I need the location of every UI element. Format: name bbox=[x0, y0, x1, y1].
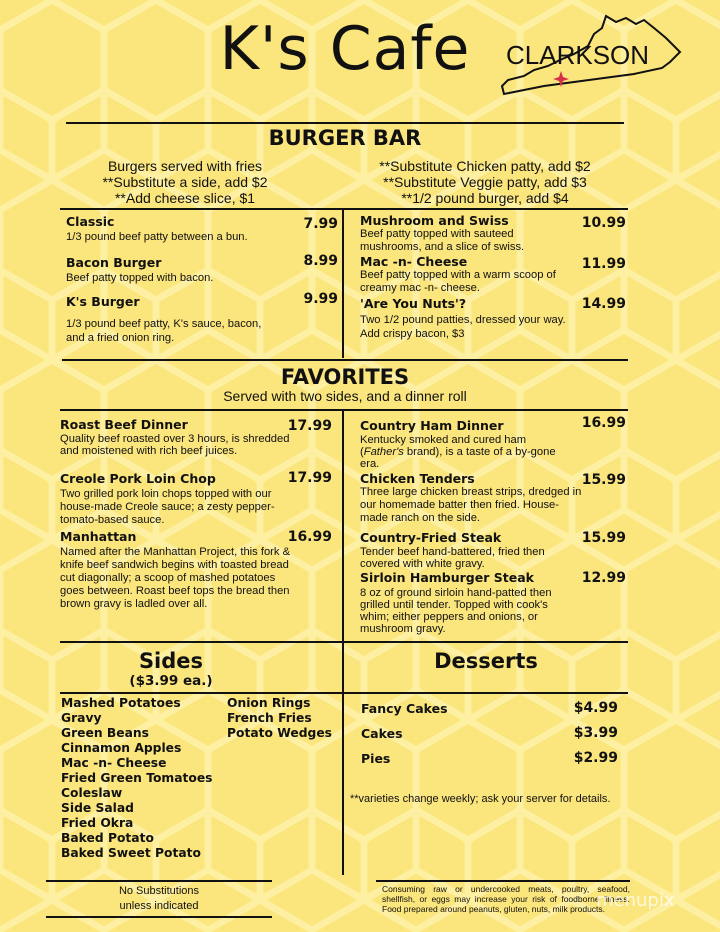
item-price: 17.99 bbox=[287, 418, 332, 434]
item-description bbox=[360, 434, 570, 470]
sides-column-divider bbox=[342, 643, 344, 875]
dessert-name: Cakes bbox=[361, 726, 403, 741]
item-name: Roast Beef Dinner bbox=[60, 417, 188, 432]
menu-item bbox=[360, 418, 570, 470]
menu-item bbox=[60, 529, 300, 611]
burger-note: **Substitute Veggie patty, add $3 bbox=[383, 174, 587, 190]
item-name: Country-Fried Steak bbox=[360, 530, 502, 545]
favorites-heading: FAVORITES bbox=[280, 365, 410, 389]
side-item: French Fries bbox=[227, 711, 312, 725]
food-safety-disclaimer: Consuming raw or undercooked meats, poultry, seafood, shellfish, or eggs may increase your risk of foodborne illness. Food prepared around peanuts, gluten, nuts, milk products. bbox=[382, 884, 630, 914]
burger-note: **Substitute Chicken patty, add $2 bbox=[379, 158, 591, 174]
favorites-column-divider bbox=[342, 411, 344, 641]
menu-item bbox=[360, 530, 575, 570]
item-name: Creole Pork Loin Chop bbox=[60, 471, 216, 486]
item-description: Two grilled pork loin chops topped with our house-made Creole sauce; a zesty pepper-tomato-based sauce. bbox=[60, 488, 275, 526]
side-item: Fried Okra bbox=[61, 816, 134, 830]
item-description: Quality beef roasted over 3 hours, is shredded and moistened with rich beef juices. bbox=[60, 433, 290, 457]
side-item: Potato Wedges bbox=[227, 726, 332, 740]
burger-note: **Substitute a side, add $2 bbox=[102, 174, 268, 190]
side-item: Onion Rings bbox=[227, 696, 311, 710]
side-item: Cinnamon Apples bbox=[61, 741, 182, 755]
side-item: Gravy bbox=[61, 711, 102, 725]
menu-item bbox=[360, 570, 570, 635]
sides-price-note: ($3.99 ea.) bbox=[129, 673, 213, 689]
item-price: 11.99 bbox=[581, 256, 626, 272]
item-price: 15.99 bbox=[581, 530, 626, 546]
burger-note: **1/2 pound burger, add $4 bbox=[401, 190, 569, 206]
burger-bar-top-rule bbox=[66, 122, 624, 124]
item-name: Country Ham Dinner bbox=[360, 418, 504, 433]
item-price: 7.99 bbox=[303, 216, 338, 232]
sides-top-rule bbox=[60, 641, 628, 643]
brand-name: Father's bbox=[363, 446, 404, 458]
item-description: 1/3 pound beef patty, K's sauce, bacon, and a fried onion ring. bbox=[66, 318, 262, 344]
location-label: CLARKSON bbox=[506, 40, 650, 70]
item-name: Manhattan bbox=[60, 529, 137, 544]
side-item: Coleslaw bbox=[61, 786, 123, 800]
burger-note: Burgers served with fries bbox=[107, 158, 263, 174]
dessert-name: Fancy Cakes bbox=[361, 701, 448, 716]
item-name: Mac -n- Cheese bbox=[360, 254, 468, 269]
favorites-top-rule bbox=[62, 359, 628, 361]
burger-items-rule bbox=[60, 208, 628, 210]
item-name: Sirloin Hamburger Steak bbox=[360, 570, 534, 585]
dessert-name: Pies bbox=[361, 751, 391, 766]
footer-left-bottom-rule bbox=[46, 916, 272, 918]
item-description: 1/3 pound beef patty between a bun. bbox=[66, 231, 248, 243]
sides-heading: Sides bbox=[138, 649, 204, 673]
item-description: Named after the Manhattan Project, this fork & knife beef sandwich begins with toasted bread cut diagonally; a scoop of mashed potatoes goes between. Roast beef tops the bread then brown gravy is ladled over all. bbox=[60, 546, 291, 610]
item-name: K's Burger bbox=[66, 294, 140, 309]
item-name: Bacon Burger bbox=[66, 255, 162, 270]
desc-text: brand), is a taste of a by-gone era. bbox=[360, 446, 556, 470]
menu-item bbox=[60, 417, 290, 457]
item-name: Classic bbox=[66, 214, 115, 229]
item-price: 15.99 bbox=[581, 472, 626, 488]
item-description: Beef patty topped with a warm scoop of creamy mac -n- cheese. bbox=[360, 269, 556, 294]
footer-line: No Substitutions bbox=[118, 885, 200, 897]
dessert-price: $4.99 bbox=[573, 700, 618, 716]
item-price: 10.99 bbox=[581, 215, 626, 231]
item-description: Two 1/2 pound patties, dressed your way. Add crispy bacon, $3 bbox=[360, 314, 566, 340]
item-description: Beef patty topped with bacon. bbox=[66, 272, 214, 284]
side-item: Side Salad bbox=[61, 801, 134, 815]
side-item: Mac -n- Cheese bbox=[61, 756, 167, 770]
menu-item bbox=[66, 294, 266, 345]
menu-item bbox=[360, 254, 575, 295]
item-price: 14.99 bbox=[581, 296, 626, 312]
burger-note: **Add cheese slice, $1 bbox=[114, 190, 256, 206]
dessert-price: $3.99 bbox=[573, 725, 618, 741]
sides-heading-rule bbox=[60, 692, 342, 694]
item-name: 'Are You Nuts'? bbox=[360, 296, 467, 311]
menu-item bbox=[360, 213, 565, 254]
item-price: 16.99 bbox=[581, 415, 626, 431]
item-name: Mushroom and Swiss bbox=[360, 213, 509, 228]
item-description: Three large chicken breast strips, dredged in our homemade batter then fried. House-made ranch on the side. bbox=[360, 486, 582, 524]
menu-item bbox=[60, 471, 300, 527]
favorites-items-rule bbox=[60, 409, 628, 411]
desserts-heading: Desserts bbox=[434, 649, 538, 673]
footer-left-top-rule bbox=[46, 880, 272, 882]
footer-line: unless indicated bbox=[119, 900, 199, 912]
desserts-heading-rule bbox=[344, 692, 628, 694]
favorites-subheading: Served with two sides, and a dinner roll bbox=[223, 388, 467, 404]
sides-list-col1 bbox=[61, 696, 213, 861]
cafe-title: K's Cafe bbox=[219, 14, 471, 84]
menu-item bbox=[360, 471, 585, 525]
sides-list-col2 bbox=[227, 696, 332, 741]
item-description: Beef patty topped with sauteed mushrooms, and a slice of swiss. bbox=[360, 228, 525, 253]
burger-notes-left bbox=[60, 158, 310, 206]
side-item: Baked Potato bbox=[61, 831, 154, 845]
item-name: Chicken Tenders bbox=[360, 471, 475, 486]
item-price: 17.99 bbox=[287, 470, 332, 486]
side-item: Fried Green Tomatoes bbox=[61, 771, 213, 785]
side-item: Mashed Potatoes bbox=[61, 696, 181, 710]
footer-right-top-rule bbox=[376, 880, 630, 882]
menupix-watermark: menupix bbox=[596, 890, 675, 911]
item-price: 12.99 bbox=[581, 570, 626, 586]
dessert-price: $2.99 bbox=[573, 750, 618, 766]
desserts-note: **varieties change weekly; ask your server for details. bbox=[350, 793, 611, 805]
desc-text: Kentucky smoked and cured ham ( bbox=[360, 434, 527, 458]
item-price: 8.99 bbox=[303, 253, 338, 269]
burger-bar-heading: BURGER BAR bbox=[268, 126, 422, 150]
item-description: Tender beef hand-battered, fried then covered with white gravy. bbox=[360, 546, 545, 570]
burger-notes-right bbox=[350, 158, 620, 206]
item-price: 16.99 bbox=[287, 529, 332, 545]
menu-item bbox=[360, 296, 580, 341]
item-price: 9.99 bbox=[303, 291, 338, 307]
no-substitutions-note bbox=[46, 884, 272, 914]
item-description: 8 oz of ground sirloin hand-patted then grilled until tender. Topped with cook's whim; either peppers and onions, or mushroom gravy. bbox=[360, 587, 552, 635]
side-item: Baked Sweet Potato bbox=[61, 846, 201, 860]
side-item: Green Beans bbox=[61, 726, 149, 740]
burger-column-divider bbox=[342, 210, 344, 358]
